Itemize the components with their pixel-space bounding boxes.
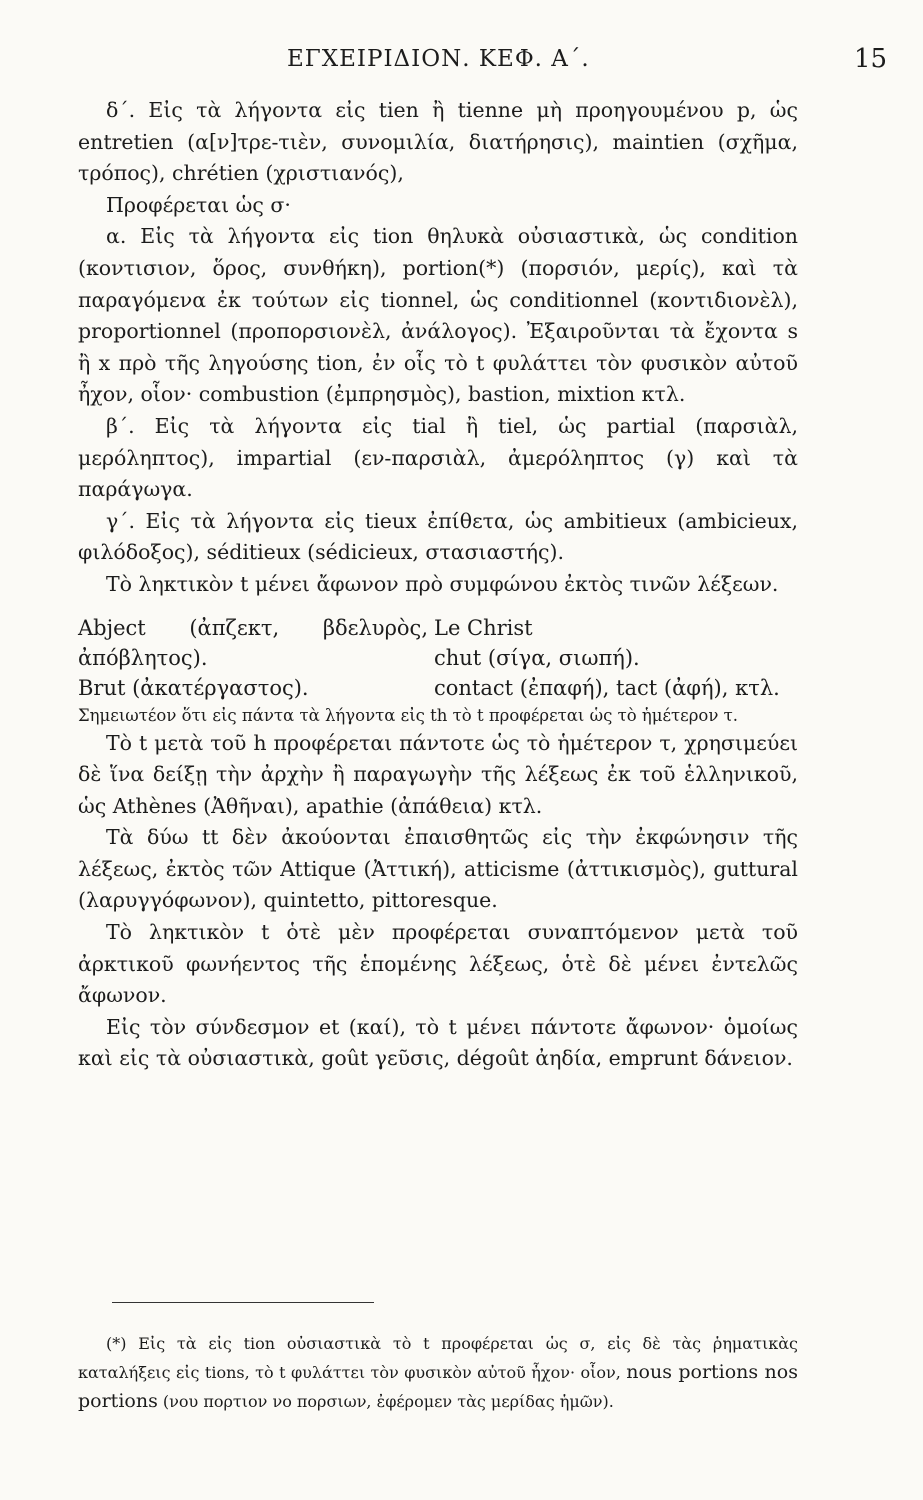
examples-left-column bbox=[78, 613, 428, 703]
header-title: ΕΓΧΕΙΡΙΔΙΟΝ. ΚΕΦ. Α΄. bbox=[287, 46, 590, 72]
running-header bbox=[0, 44, 923, 84]
paragraph-t-h: Τὸ t μετὰ τοῦ h προφέρεται πάντοτε ὡς τὸ ἡμέτερον τ, χρησιμεύει δὲ ἵνα δείξῃ τὴν ἀρχὴν ἢ παραγωγὴν τῆς λέξεως ἐκ τοῦ ἑλληνικοῦ, ὡς Athènes (Ἀθῆναι), apathie (ἀπάθεια) κτλ. bbox=[78, 730, 798, 818]
footnote-example: nous portions nos portions bbox=[78, 1361, 798, 1412]
paragraph-beta: β΄. Εἰς τὰ λήγοντα εἰς tial ἢ tiel, ὡς partial (παρσιὰλ, μερόληπτος), impartial (εν-παρσιὰλ, ἀμερόληπτος (γ) καὶ τὰ παράγωγα. bbox=[78, 413, 798, 502]
paragraph-delta: δ΄. Εἰς τὰ λήγοντα εἰς tien ἢ tienne μὴ προηγουμένου p, ὡς entretien (α[ν]τρε-τιὲν, συνομιλία, διατήρησις), maintien (σχῆμα, τρόπος), chrétien (χριστιανός), bbox=[78, 98, 798, 186]
paragraph-tt: Τὰ δύω tt δὲν ἀκούονται ἐπαισθητῶς εἰς τὴν ἐκφώνησιν τῆς λέξεως, ἐκτὸς τῶν Attique (Ἀττική), atticisme (ἀττικισμὸς), guttural (λαρυγγόφωνον), quintetto, pittoresque. bbox=[78, 825, 798, 913]
footnote bbox=[78, 1330, 798, 1416]
note-th: Σημειωτέον ὅτι εἰς πάντα τὰ λήγοντα εἰς th τὸ t προφέρεται ὡς τὸ ἡμέτερον τ. bbox=[78, 705, 739, 725]
paragraph-alpha: α. Εἰς τὰ λήγοντα εἰς tion θηλυκὰ οὐσιαστικὰ, ὡς condition (κοντισιον, ὅρος, συνθήκη), portion(*) (πορσιόν, μερίς), καὶ τὰ παραγόμενα ἐκ τούτων εἰς tionnel, ὡς conditionnel (κοντιδιονὲλ), proportionnel (προπορσιονὲλ, ἀνάλογος). Ἐξαιροῦνται τὰ ἔχοντα s ἢ x πρὸ τῆς ληγούσης tion, ἐν οἷς τὸ t φυλάττει τὸν φυσικὸν αὐτοῦ ἦχον, οἷον· combustion (ἐμπρησμὸς), bastion, mixtion κτλ. bbox=[78, 224, 798, 407]
paragraph-delta-pronunciation: Προφέρεται ὡς σ· bbox=[106, 192, 291, 217]
paragraph-et: Εἰς τὸν σύνδεσμον et (καί), τὸ t μένει πάντοτε ἄφωνον· ὁμοίως καὶ εἰς τὰ οὐσιαστικὰ, goût γεῦσις, dégoût ἀηδία, emprunt δάνειον. bbox=[78, 1014, 798, 1071]
example-brut: Brut (ἀκατέργαστος). bbox=[78, 675, 309, 700]
example-chut: chut (σίγα, σιωπή). bbox=[434, 645, 640, 670]
example-contact: contact (ἐπαφή), tact (ἀφή), κτλ. bbox=[434, 675, 780, 700]
main-text bbox=[78, 95, 798, 1075]
examples-table bbox=[78, 613, 798, 703]
footnote-text: (*) Εἰς τὰ εἰς tion οὐσιαστικὰ τὸ t προφέρεται ὡς σ, εἰς δὲ τὰς ῥηματικὰς καταλήξεις εἰς tions, τὸ t φυλάττει τὸν φυσικὸν αὐτοῦ ἦχον· οἷον, bbox=[78, 1334, 798, 1382]
page-number: 15 bbox=[854, 44, 888, 74]
paragraph-final-t-linked: Τὸ ληκτικὸν t ὁτὲ μὲν προφέρεται συναπτόμενον μετὰ τοῦ ἀρκτικοῦ φωνήεντος τῆς ἑπομένης λέξεως, ὁτὲ δὲ μένει ἐντελῶς ἄφωνον. bbox=[78, 920, 798, 1008]
footnote-gloss: (νου πορτιον νο πορσιων, ἐφέρομεν τὰς μερίδας ἡμῶν). bbox=[162, 1392, 614, 1411]
examples-right-column bbox=[428, 613, 798, 703]
paragraph-gamma: γ΄. Εἰς τὰ λήγοντα εἰς tieux ἐπίθετα, ὡς ambitieux (ambicieux, φιλόδοξος), séditieux (sédicieux, στασιαστής). bbox=[78, 508, 798, 565]
footnote-rule bbox=[112, 1302, 374, 1303]
example-christ: Le Christ bbox=[434, 615, 533, 640]
example-abject: Abject (ἀπζεκτ, βδελυρὸς, ἀπόβλητος). bbox=[78, 615, 428, 670]
paragraph-final-t: Τὸ ληκτικὸν t μένει ἄφωνον πρὸ συμφώνου ἐκτὸς τινῶν λέξεων. bbox=[106, 571, 779, 596]
